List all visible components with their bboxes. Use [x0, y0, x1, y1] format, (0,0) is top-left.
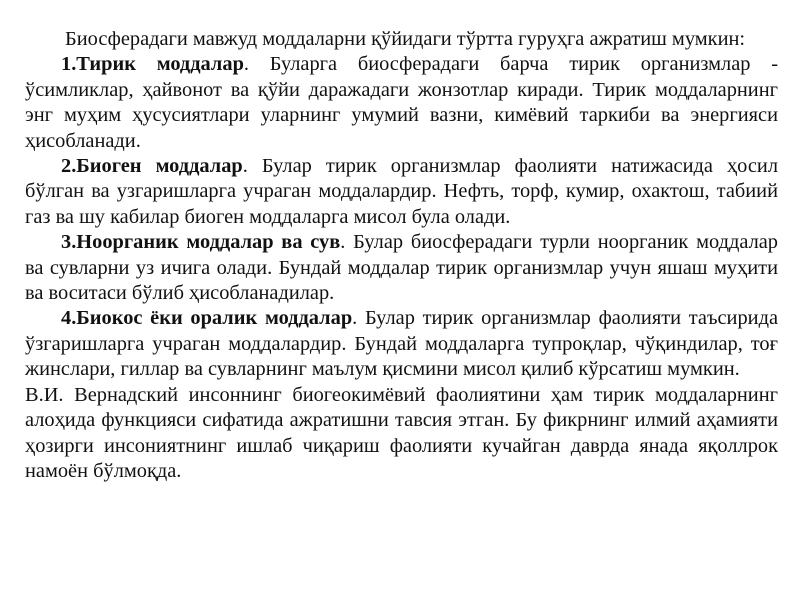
closing-text: В.И. Вернадский инсоннинг биогеокимёвий фаолиятини ҳам тирик моддаларнинг алоҳида функцияси сифатида ажратишни тавсия этган. Бу фикрнинг илмий аҳамияти ҳозирги инсониятнинг ишлаб чиқариш фаолияти кучайган даврда янада яқоллрок намоён бўлмоқда.: [25, 383, 778, 482]
item-paragraph-bioinert-matter: [25, 306, 778, 382]
item-text: . Булар биосферадаги турли ноорганик моддалар ва сувларни уз ичига олади. Бундай моддалар тирик организмлар учун яшаш муҳити ва воситаси бўлиб ҳисобланадилар.: [25, 231, 779, 305]
item-term: 2.Биоген моддалар: [61, 155, 243, 178]
intro-text: Биосферадаги мавжуд моддаларни қўйидаги тўртта гуруҳга ажратиш мумкин:: [65, 28, 746, 50]
item-text: . Буларга биосферадаги барча тирик организмлар - ўсимликлар, ҳайвонот ва қўйи даражадаги жонзотлар киради. Тирик моддаларнинг энг муҳим ҳусусиятлари уларнинг умумий вазни, кимёвий таркиби ва энергияси ҳисобланади.: [25, 53, 779, 152]
item-term: 3.Ноорганик моддалар ва сув: [61, 231, 341, 254]
closing-paragraph: [25, 383, 778, 485]
item-text: . Булар тирик организмлар фаолияти таъсирида ўзгаришларга учраган моддалардир. Бундай моддаларга тупроқлар, чўқиндилар, тоғ жинслари, гиллар ва сувларнинг маълум қисмини мисол қилиб кўрсатиш мумкин.: [25, 307, 778, 381]
intro-paragraph: [25, 27, 778, 52]
item-paragraph-living-matter: [25, 52, 778, 154]
item-paragraph-biogenic-matter: [25, 154, 778, 230]
item-term: 1.Тирик моддалар: [61, 53, 244, 76]
item-text: . Булар тирик организмлар фаолияти натижасида ҳосил бўлган ва узгаришларга учраган моддалардир. Нефть, торф, кумир, охактош, табиий газ ва шу кабилар биоген моддаларга мисол була олади.: [25, 155, 778, 228]
item-term: 4.Биокос ёки оралик моддалар: [61, 307, 353, 330]
item-paragraph-inorganic-matter: [25, 230, 778, 306]
